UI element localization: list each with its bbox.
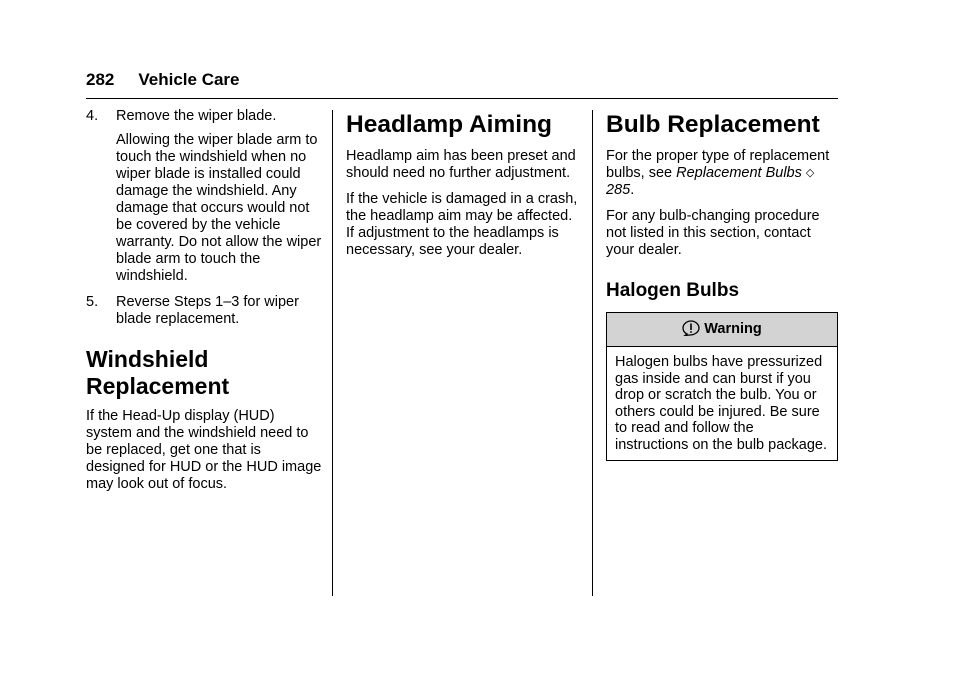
warning-box [606,312,838,461]
headlamp-aiming-text-2: If the vehicle is damaged in a crash, the headlamp aim may be affected. If adjustment to the headlamps is necessary, see your dealer. [346,191,578,258]
warning-text: Halogen bulbs have pressurized gas inside and can burst if you drop or scratch the bulb. You or others could be injured. Be sure to read and follow the instructions on the bulb package. [615,354,827,453]
replacement-bulbs-link[interactable]: Replacement Bulbs [676,165,802,181]
section-title: Vehicle Care [138,70,240,89]
headlamp-aiming-text-1: Headlamp aim has been preset and should need no further adjustment. [346,148,576,181]
warning-header [607,313,837,347]
step-5-text: Reverse Steps 1–3 for wiper blade replacement. [116,294,299,327]
page-header [86,70,240,90]
step-4 [86,108,322,125]
page-reference-arrow-icon: ◇ [805,167,815,179]
step-4-number: 4. [86,108,99,124]
warning-title: Warning [704,321,762,337]
page-reference-number[interactable]: 285 [606,182,631,198]
windshield-replacement-text: If the Head-Up display (HUD) system and the windshield need to be replaced, get one that is designed for HUD or the HUD image may look out of focus. [86,408,322,492]
bulb-replacement-text-1: For the proper type of replacement bulbs, see Replacement Bulbs ◇ 285. [606,148,830,198]
headlamp-aiming-heading: Headlamp Aiming [346,111,553,138]
step-4-note: Allowing the wiper blade arm to touch the windshield when no wiper blade is installed could damage the windshield. Any damage that occurs would not be covered by the vehicle warranty. Do not allow the wiper blade arm to touch the windshield. [116,132,322,284]
header-rule [86,98,838,99]
column-1 [86,108,322,502]
column-2 [346,108,582,268]
warning-symbol-icon [682,316,700,349]
bulb-replacement-heading: Bulb Replacement [606,111,820,138]
step-4-text: Remove the wiper blade. [116,108,277,124]
column-divider-1 [332,110,333,596]
windshield-replacement-heading: Windshield Replacement [86,346,230,399]
step-5-number: 5. [86,294,99,310]
column-divider-2 [592,110,593,596]
halogen-bulbs-heading: Halogen Bulbs [606,280,740,301]
bulb-replacement-text-2: For any bulb-changing procedure not listed in this section, contact your dealer. [606,208,820,258]
column-3 [606,108,838,461]
page-number: 282 [86,70,115,89]
step-5 [86,294,322,328]
